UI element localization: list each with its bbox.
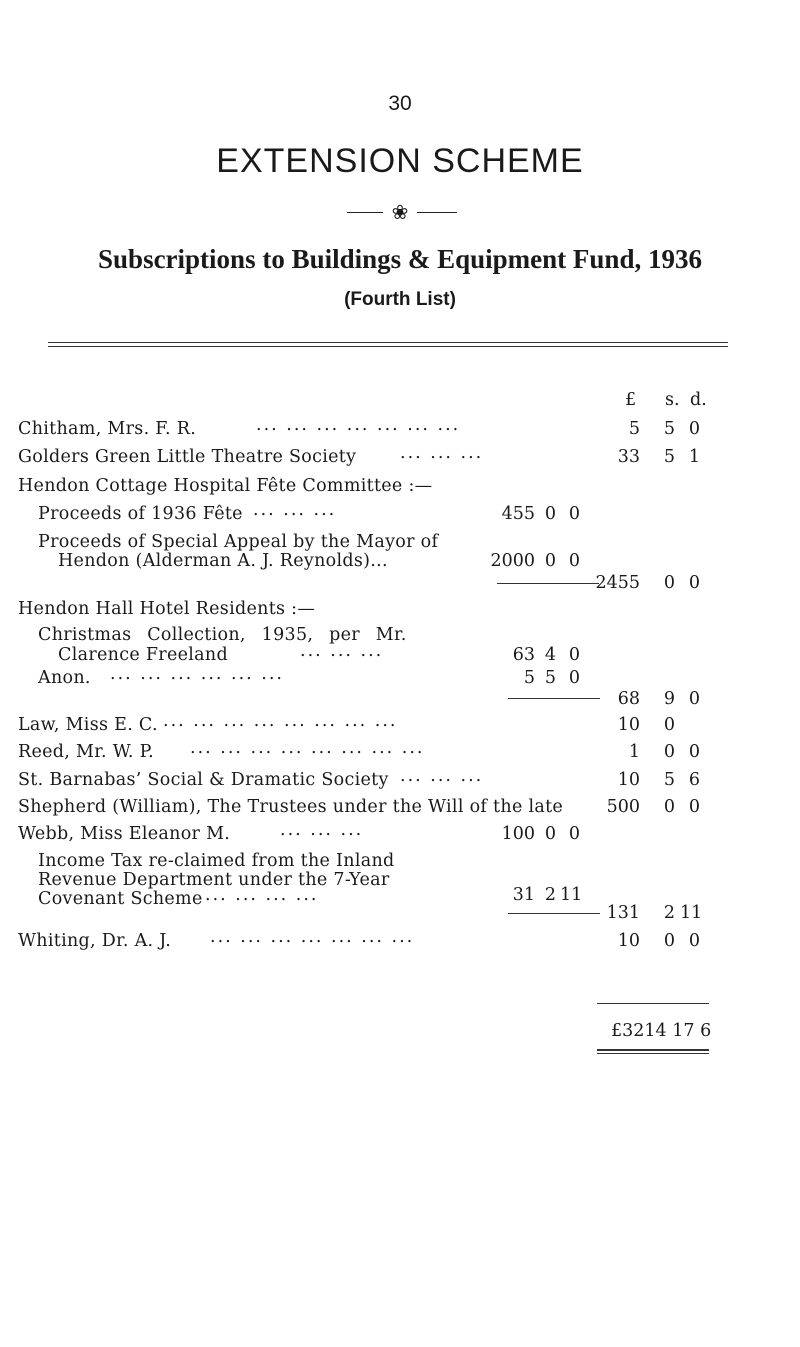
leader-dots: ... ... ... ... ... ... bbox=[110, 664, 284, 684]
entry-name: Reed, Mr. W. P. bbox=[18, 742, 155, 762]
sub-entry-name: Proceeds of Special Appeal by the Mayor of bbox=[38, 532, 439, 552]
sub-amount-shillings: 0 bbox=[544, 551, 556, 571]
sub-amount-pence: 0 bbox=[568, 645, 580, 665]
header-pounds: £ bbox=[625, 390, 637, 410]
amount-pence: 11 bbox=[680, 903, 703, 923]
page-title: EXTENSION SCHEME bbox=[216, 142, 584, 180]
leader-dots: ... ... ... bbox=[300, 641, 384, 661]
sub-amount-pence: 0 bbox=[568, 504, 580, 524]
amount-pounds: 10 bbox=[617, 770, 640, 790]
sub-amount-pounds: 2000 bbox=[490, 551, 535, 571]
amount-shillings: 5 bbox=[663, 419, 675, 439]
amount-pounds: 2455 bbox=[595, 573, 640, 593]
subtotal-rule bbox=[508, 698, 600, 699]
rule-top-2 bbox=[48, 346, 728, 347]
amount-pounds: 33 bbox=[617, 447, 640, 467]
amount-pence: 0 bbox=[688, 931, 700, 951]
amount-pounds: 68 bbox=[617, 689, 640, 709]
sub-amount-pence: 0 bbox=[568, 551, 580, 571]
total-double-rule-2 bbox=[597, 1053, 709, 1054]
title-ornament bbox=[0, 200, 800, 226]
amount-pounds: 10 bbox=[617, 715, 640, 735]
group-heading: Hendon Hall Hotel Residents :— bbox=[18, 599, 316, 619]
amount-shillings: 5 bbox=[663, 770, 675, 790]
amount-pounds: 5 bbox=[628, 419, 640, 439]
sub-amount-pounds: 63 bbox=[512, 645, 535, 665]
amount-pounds: 1 bbox=[628, 742, 640, 762]
amount-pence: 0 bbox=[688, 742, 700, 762]
floral-ornament-icon: ❀ bbox=[391, 200, 409, 224]
group-heading: Hendon Cottage Hospital Fête Committee :— bbox=[18, 476, 433, 496]
amount-pence: 0 bbox=[688, 689, 700, 709]
total-rule bbox=[597, 1003, 709, 1004]
amount-pence: 0 bbox=[688, 797, 700, 817]
subtotal-rule bbox=[508, 913, 600, 914]
amount-shillings: 0 bbox=[663, 797, 675, 817]
leader-dots: ... ... ... bbox=[400, 766, 484, 786]
rule-top-1 bbox=[48, 342, 728, 343]
leader-dots: ... ... ... ... ... ... ... ... bbox=[190, 738, 425, 758]
amount-shillings: 2 bbox=[663, 903, 675, 923]
sub-amount-shillings: 5 bbox=[544, 668, 556, 688]
subtitle: Subscriptions to Buildings & Equipment Fund, 1936 bbox=[98, 244, 702, 274]
leader-dots: ... ... ... bbox=[400, 443, 484, 463]
sub-amount-pence: 0 bbox=[568, 668, 580, 688]
amount-pence: 0 bbox=[688, 573, 700, 593]
sub-amount-shillings: 0 bbox=[544, 824, 556, 844]
header-shillings: s. bbox=[665, 390, 680, 410]
leader-dots: ... ... ... bbox=[253, 500, 337, 520]
sub-amount-pounds: 455 bbox=[501, 504, 535, 524]
amount-pence: 0 bbox=[688, 419, 700, 439]
amount-pence: 6 bbox=[688, 770, 700, 790]
amount-pounds: 500 bbox=[606, 797, 640, 817]
amount-pounds: 10 bbox=[617, 931, 640, 951]
amount-shillings: 0 bbox=[663, 931, 675, 951]
entry-name: Whiting, Dr. A. J. bbox=[18, 931, 172, 951]
grand-total: £3214 17 6 bbox=[611, 1021, 712, 1041]
total-double-rule bbox=[597, 1049, 709, 1051]
sub-entry-name: Anon. bbox=[38, 668, 91, 688]
amount-shillings: 0 bbox=[663, 573, 675, 593]
entry-name: St. Barnabas’ Social & Dramatic Society bbox=[18, 770, 389, 790]
sub-amount-shillings: 2 bbox=[544, 885, 556, 905]
sub-amount-shillings: 0 bbox=[544, 504, 556, 524]
entry-name: Shepherd (William), The Trustees under the Will of the late bbox=[18, 797, 564, 817]
amount-pounds: 131 bbox=[606, 903, 640, 923]
sub-entry-name-cont: Covenant Scheme bbox=[38, 889, 203, 909]
entry-name: Webb, Miss Eleanor M. bbox=[18, 824, 231, 844]
amount-pence: 1 bbox=[688, 447, 700, 467]
entry-name: Chitham, Mrs. F. R. bbox=[18, 419, 197, 439]
page-number: 30 bbox=[388, 92, 412, 115]
header-pence: d. bbox=[690, 390, 707, 410]
sub-entry-name: Proceeds of 1936 Fête bbox=[38, 504, 243, 524]
amount-shillings: 0 bbox=[663, 715, 675, 735]
sub-entry-name-cont: Hendon (Alderman A. J. Reynolds)... bbox=[58, 551, 388, 571]
amount-shillings: 9 bbox=[663, 689, 675, 709]
leader-dots: ... ... ... ... bbox=[205, 885, 319, 905]
leader-dots: ... ... ... ... ... ... ... bbox=[256, 415, 461, 435]
sub-entry-name: Christmas Collection, 1935, per Mr. bbox=[38, 625, 407, 645]
leader-dots: ... ... ... ... ... ... ... ... bbox=[163, 711, 398, 731]
leader-dots: ... ... ... ... ... ... ... bbox=[210, 927, 415, 947]
sub-entry-name: Income Tax re-claimed from the Inland bbox=[38, 851, 395, 871]
sub-amount-pence: 11 bbox=[560, 885, 583, 905]
sub-amount-shillings: 4 bbox=[544, 645, 556, 665]
subtotal-rule bbox=[497, 583, 599, 584]
sub-amount-pence: 0 bbox=[568, 824, 580, 844]
entry-name: Law, Miss E. C. bbox=[18, 715, 158, 735]
sub-amount-pounds: 5 bbox=[523, 668, 535, 688]
amount-shillings: 0 bbox=[663, 742, 675, 762]
sub-entry-name-cont: Clarence Freeland bbox=[58, 645, 228, 665]
sub-amount-pounds: 31 bbox=[512, 885, 535, 905]
list-label: (Fourth List) bbox=[344, 289, 456, 310]
leader-dots: ... ... ... bbox=[280, 820, 364, 840]
entry-name: Golders Green Little Theatre Society bbox=[18, 447, 357, 467]
sub-amount-pounds: 100 bbox=[501, 824, 535, 844]
amount-shillings: 5 bbox=[663, 447, 675, 467]
sub-entry-name-cont: Revenue Department under the 7-Year bbox=[38, 870, 390, 890]
